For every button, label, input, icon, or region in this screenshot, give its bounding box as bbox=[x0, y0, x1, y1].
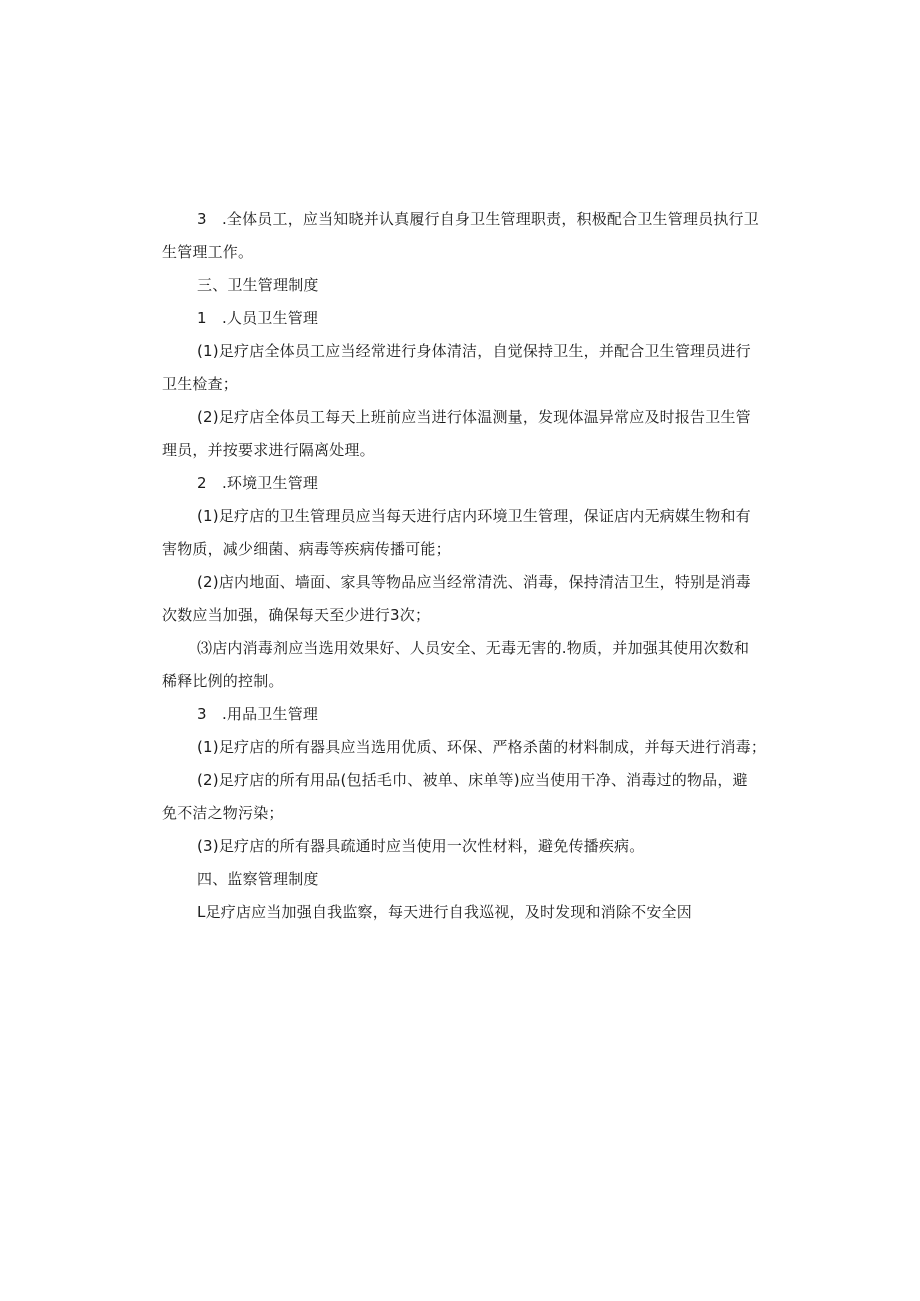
subheading-environment-hygiene: 2 .环境卫生管理 bbox=[197, 474, 319, 492]
paragraph-staff-duty-cont: 生管理工作。 bbox=[162, 243, 254, 261]
item-personnel-1-cont: 卫生检查； bbox=[162, 375, 239, 393]
item-supplies-1: (1)足疗店的所有器具应当选用优质、环保、严格杀菌的材料制成，并每天进行消毒； bbox=[197, 738, 767, 756]
document-body bbox=[162, 203, 767, 928]
item-supplies-2-cont: 免不洁之物污染； bbox=[162, 804, 284, 822]
item-supervision-1: L足疗店应当加强自我监察，每天进行自我巡视，及时发现和消除不安全因 bbox=[197, 903, 692, 921]
item-environment-3-cont: 稀释比例的控制。 bbox=[162, 672, 284, 690]
subheading-personnel-hygiene: 1 .人员卫生管理 bbox=[197, 309, 319, 327]
item-environment-3: ⑶店内消毒剂应当选用效果好、人员安全、无毒无害的.物质，并加强其使用次数和 bbox=[197, 639, 750, 657]
item-environment-2-cont: 次数应当加强，确保每天至少进行3次； bbox=[162, 606, 431, 624]
item-environment-2: (2)店内地面、墙面、家具等物品应当经常清洗、消毒，保持清洁卫生，特别是消毒 bbox=[197, 573, 751, 591]
item-personnel-2: (2)足疗店全体员工每天上班前应当进行体温测量，发现体温异常应及时报告卫生管 bbox=[197, 408, 751, 426]
section-heading-hygiene: 三、卫生管理制度 bbox=[197, 276, 319, 294]
item-personnel-2-cont: 理员，并按要求进行隔离处理。 bbox=[162, 441, 375, 459]
item-environment-1: (1)足疗店的卫生管理员应当每天进行店内环境卫生管理，保证店内无病媒生物和有 bbox=[197, 507, 751, 525]
paragraph-staff-duty: 3 .全体员工，应当知晓并认真履行自身卫生管理职责，积极配合卫生管理员执行卫 bbox=[197, 210, 759, 228]
item-personnel-1: (1)足疗店全体员工应当经常进行身体清洁，自觉保持卫生，并配合卫生管理员进行 bbox=[197, 342, 751, 360]
item-environment-1-cont: 害物质，减少细菌、病毒等疾病传播可能； bbox=[162, 540, 451, 558]
item-supplies-2: (2)足疗店的所有用品(包括毛巾、被单、床单等)应当使用干净、消毒过的物品，避 bbox=[197, 771, 748, 789]
item-supplies-3: (3)足疗店的所有器具疏通时应当使用一次性材料，避免传播疾病。 bbox=[197, 837, 645, 855]
section-heading-supervision: 四、监察管理制度 bbox=[197, 870, 319, 888]
subheading-supplies-hygiene: 3 .用品卫生管理 bbox=[197, 705, 319, 723]
